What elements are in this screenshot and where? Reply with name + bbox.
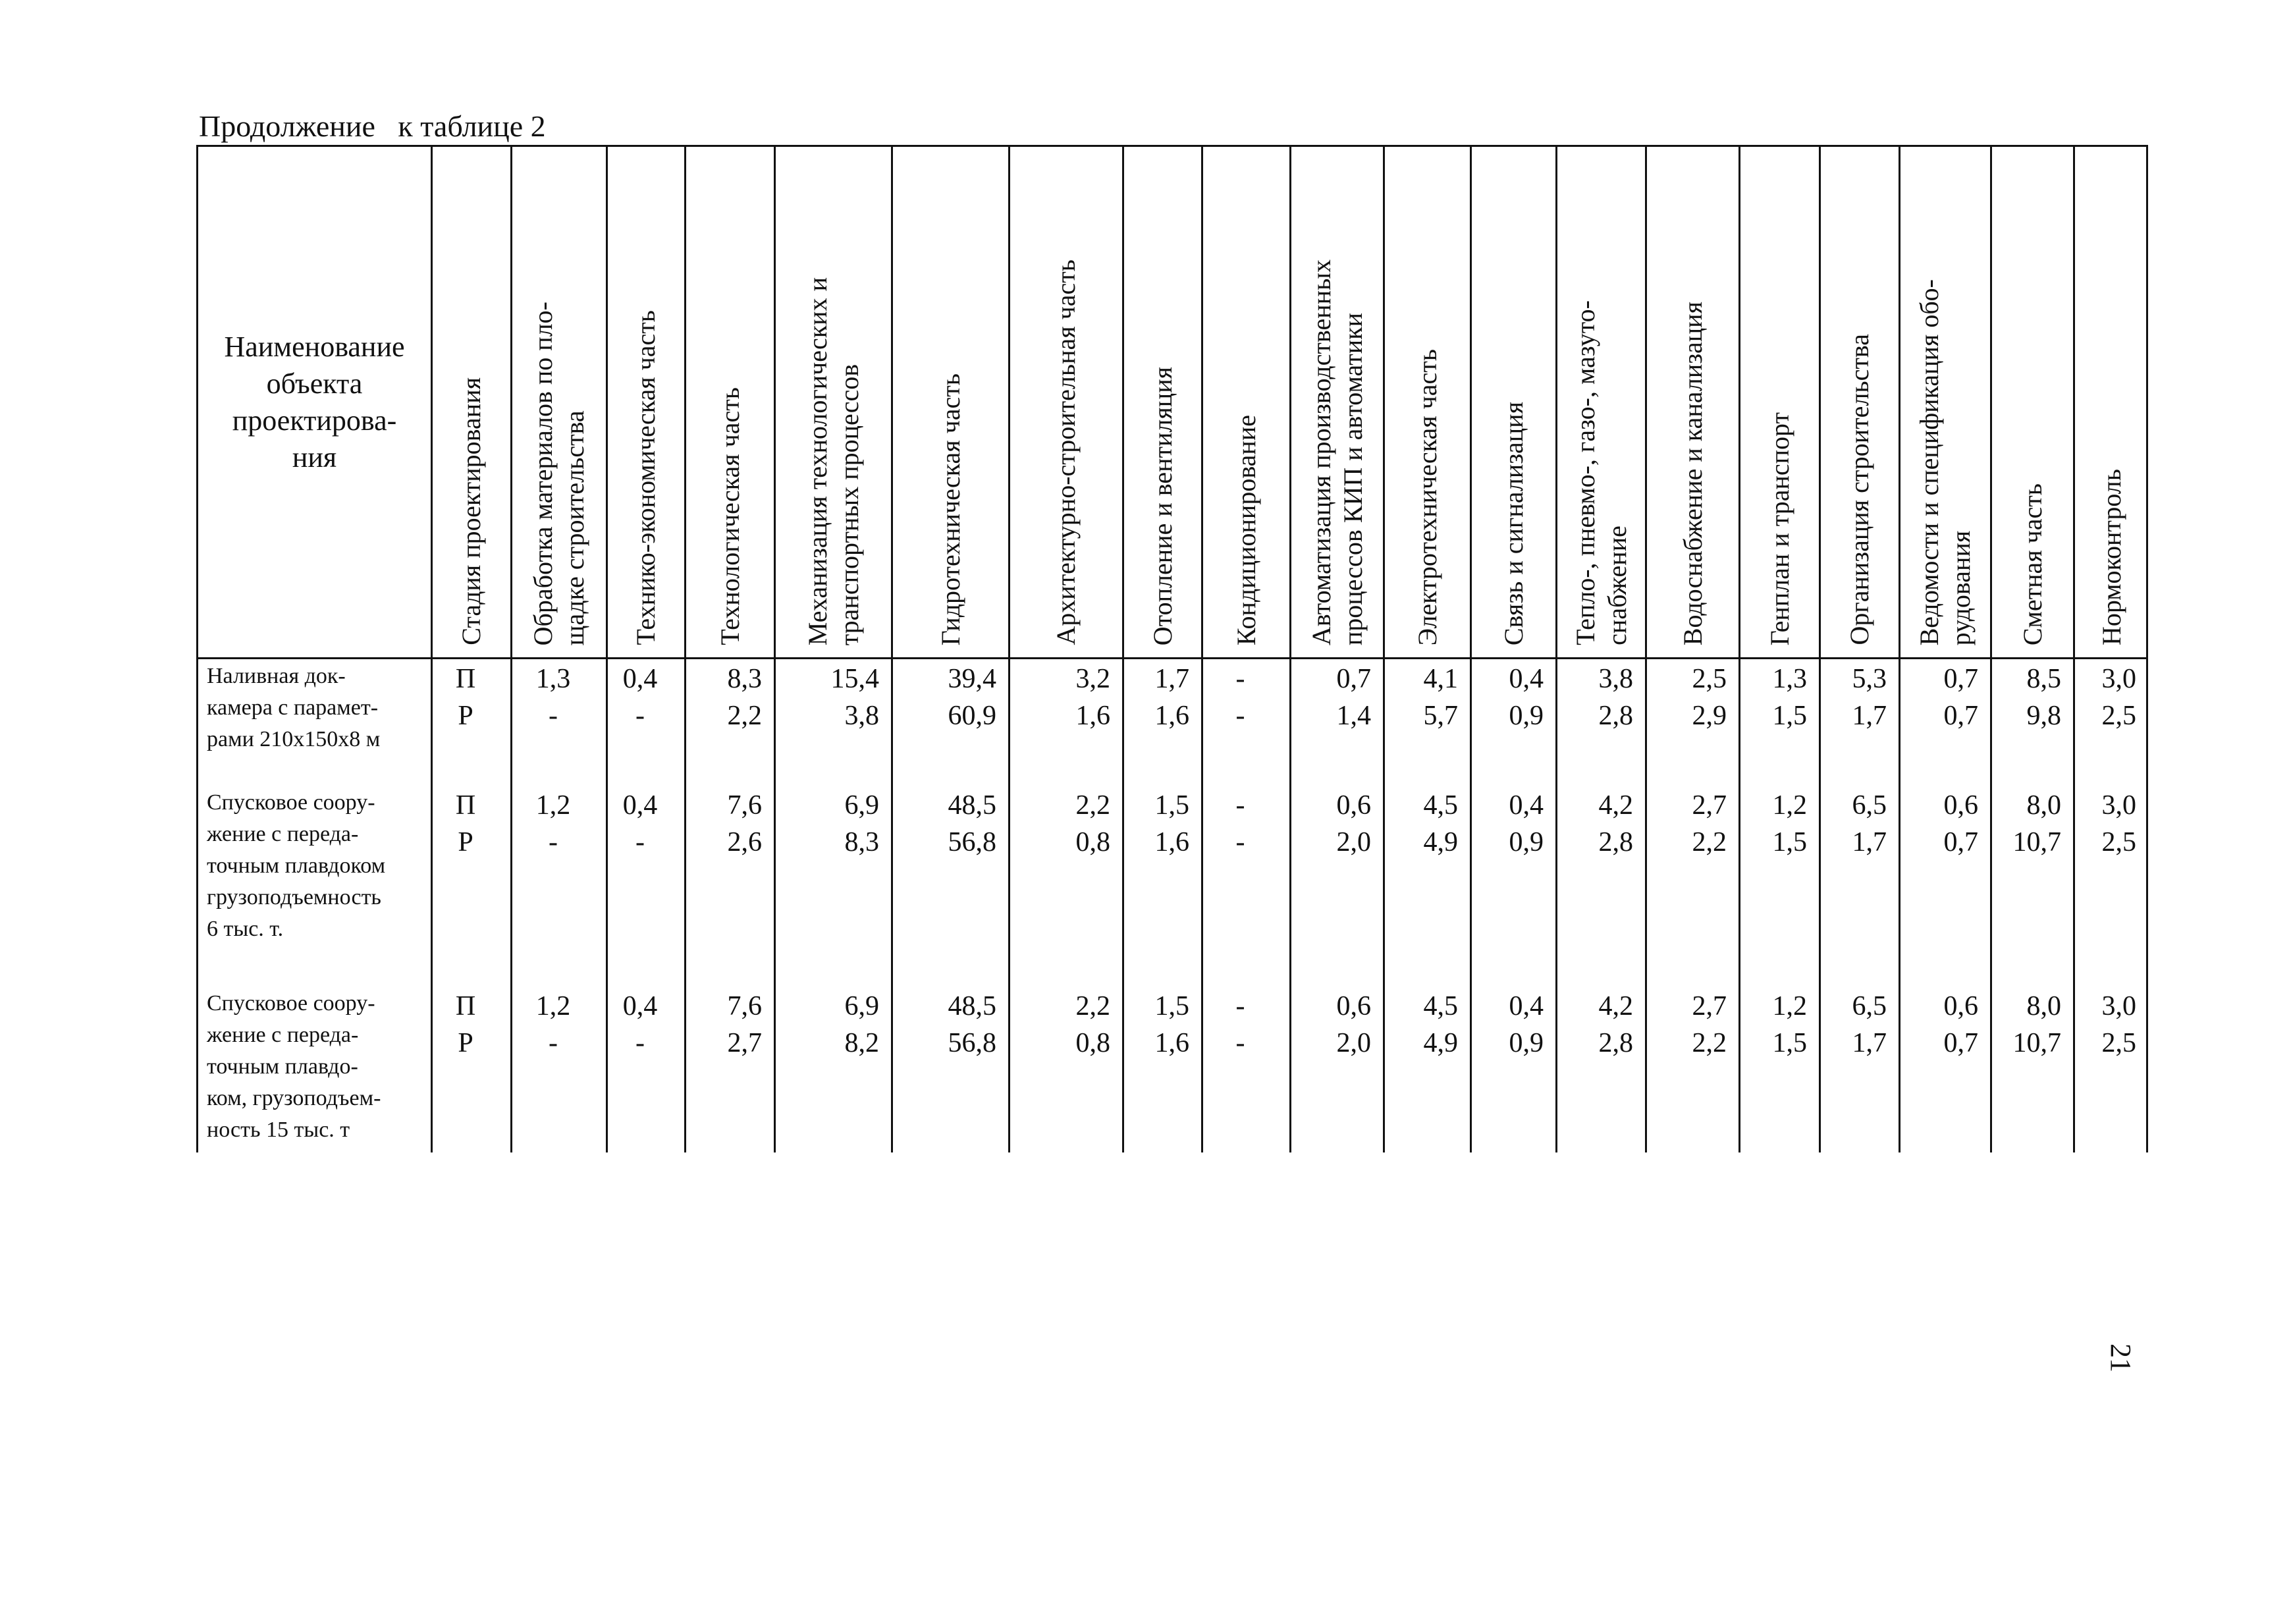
column-header: Организация строительства <box>1845 334 1874 645</box>
value-cell: 6,9 8,2 <box>844 991 879 1058</box>
header-cell <box>1291 147 1383 657</box>
column-header: Архитектурно-строительная часть <box>1051 259 1081 645</box>
header-cell <box>1472 147 1555 657</box>
value-cell: - - <box>1235 790 1245 857</box>
value-cell: - - <box>1235 664 1245 731</box>
value-cell: 0,4 0,9 <box>1509 664 1544 731</box>
value-cell: 2,2 0,8 <box>1075 790 1110 857</box>
column-header: Водоснабжение и канализация <box>1677 301 1708 645</box>
header-cell <box>433 147 510 657</box>
header-cell <box>1010 147 1122 657</box>
value-cell: П Р <box>455 664 476 731</box>
header-cell <box>1740 147 1819 657</box>
value-cell: 48,5 56,8 <box>948 790 996 857</box>
value-cell: 0,7 1,4 <box>1336 664 1371 731</box>
value-cell: 0,7 0,7 <box>1943 664 1978 731</box>
value-cell: 8,5 9,8 <box>2026 664 2061 731</box>
value-cell: 1,5 1,6 <box>1154 991 1189 1058</box>
value-cell: 1,2 1,5 <box>1772 991 1807 1058</box>
value-cell: 8,0 10,7 <box>2012 790 2061 857</box>
value-cell: 0,4 - <box>622 790 658 857</box>
value-cell: 1,2 1,5 <box>1772 790 1807 857</box>
column-header: Технико-экономическая часть <box>631 310 660 645</box>
header-cell <box>1900 147 1990 657</box>
value-cell: 4,5 4,9 <box>1423 790 1458 857</box>
header-cell <box>686 147 774 657</box>
value-cell: - - <box>1235 991 1245 1058</box>
header-cell <box>1124 147 1201 657</box>
column-header: Сметная часть <box>2017 483 2047 645</box>
column-header: Технологическая часть <box>714 387 745 645</box>
header-cell <box>1821 147 1899 657</box>
value-cell: 48,5 56,8 <box>948 991 996 1058</box>
column-header: Отопление и вентиляция <box>1147 366 1177 645</box>
value-cell: 3,0 2,5 <box>2101 664 2136 731</box>
data-table <box>196 145 2148 1152</box>
value-cell: 0,4 - <box>622 664 658 731</box>
value-cell: 39,4 60,9 <box>948 664 996 731</box>
value-cell: 2,7 2,2 <box>1692 790 1727 857</box>
value-cell: 15,4 3,8 <box>830 664 879 731</box>
table-header-rule <box>196 657 2148 659</box>
value-cell: 4,2 2,8 <box>1598 790 1633 857</box>
value-cell: 2,5 2,9 <box>1692 664 1727 731</box>
value-cell: 5,3 1,7 <box>1852 664 1887 731</box>
header-cell <box>893 147 1008 657</box>
value-cell: 0,6 0,7 <box>1943 991 1978 1058</box>
value-cell: 3,0 2,5 <box>2101 790 2136 857</box>
header-cell <box>1385 147 1470 657</box>
header-cell <box>1647 147 1738 657</box>
header-cell <box>1992 147 2073 657</box>
value-cell: 0,6 0,7 <box>1943 790 1978 857</box>
column-header: Связь и сигнализация <box>1498 401 1528 645</box>
value-cell: 2,7 2,2 <box>1692 991 1727 1058</box>
value-cell: 4,2 2,8 <box>1598 991 1633 1058</box>
column-header: Генплан и транспорт <box>1764 412 1794 645</box>
column-header: Кондиционирование <box>1231 414 1261 645</box>
value-cell: 0,6 2,0 <box>1336 790 1371 857</box>
column-header: Обработка материалов по пло- щадке строительства <box>528 301 589 645</box>
value-cell: 7,6 2,7 <box>727 991 762 1058</box>
value-cell: П Р <box>455 991 476 1058</box>
object-name-cell: Спусковое соору- жение с переда- точным плавдо- ком, грузоподъем- ность 15 тыс. т <box>207 991 381 1142</box>
value-cell: 1,2 - <box>535 991 571 1058</box>
object-name-cell: Наливная док- камера с парамет- рами 210х150х8 м <box>207 664 381 751</box>
table-caption: Продолжение к таблице 2 <box>199 109 546 143</box>
header-cell <box>776 147 891 657</box>
value-cell: 1,3 1,5 <box>1772 664 1807 731</box>
value-cell: 8,3 2,2 <box>727 664 762 731</box>
value-cell: 2,2 0,8 <box>1075 991 1110 1058</box>
value-cell: 7,6 2,6 <box>727 790 762 857</box>
column-rule <box>196 145 198 1152</box>
value-cell: 1,2 - <box>535 790 571 857</box>
column-header: Ведомости и спецификация обо- рудования <box>1914 279 1976 645</box>
value-cell: 8,0 10,7 <box>2012 991 2061 1058</box>
value-cell: П Р <box>455 790 476 857</box>
header-cell <box>2075 147 2148 657</box>
value-cell: 3,0 2,5 <box>2101 991 2136 1058</box>
header-cell <box>512 147 606 657</box>
column-header: Нормоконтроль <box>2096 468 2126 645</box>
value-cell: 0,6 2,0 <box>1336 991 1371 1058</box>
header-cell <box>1557 147 1645 657</box>
value-cell: 0,4 0,9 <box>1509 991 1544 1058</box>
value-cell: 6,5 1,7 <box>1852 991 1887 1058</box>
value-cell: 6,5 1,7 <box>1852 790 1887 857</box>
object-name-header: Наименование объекта проектирова- ния <box>224 330 405 474</box>
value-cell: 1,3 - <box>535 664 571 731</box>
value-cell: 4,5 4,9 <box>1423 991 1458 1058</box>
page-number: 21 <box>2105 1343 2137 1372</box>
value-cell: 1,7 1,6 <box>1154 664 1189 731</box>
column-header: Электротехническая часть <box>1412 348 1442 645</box>
column-header: Механизация технологических и транспортных процессов <box>802 277 864 645</box>
value-cell: 3,8 2,8 <box>1598 664 1633 731</box>
header-cell-object-name <box>198 147 431 657</box>
object-name-cell: Спусковое соору- жение с переда- точным плавдоком грузоподъемность 6 тыс. т. <box>207 790 386 941</box>
header-cell <box>1203 147 1289 657</box>
header-cell <box>608 147 684 657</box>
column-header: Автоматизация производственных процессов КИП и автоматики <box>1306 259 1368 645</box>
value-cell: 0,4 - <box>622 991 658 1058</box>
column-header: Тепло-, пневмо-, газо-, мазуто- снабжение <box>1570 300 1632 645</box>
value-cell: 0,4 0,9 <box>1509 790 1544 857</box>
value-cell: 4,1 5,7 <box>1423 664 1458 731</box>
column-header: Гидротехническая часть <box>935 373 965 645</box>
value-cell: 3,2 1,6 <box>1075 664 1110 731</box>
value-cell: 1,5 1,6 <box>1154 790 1189 857</box>
column-header: Стадия проектирования <box>456 377 486 645</box>
value-cell: 6,9 8,3 <box>844 790 879 857</box>
